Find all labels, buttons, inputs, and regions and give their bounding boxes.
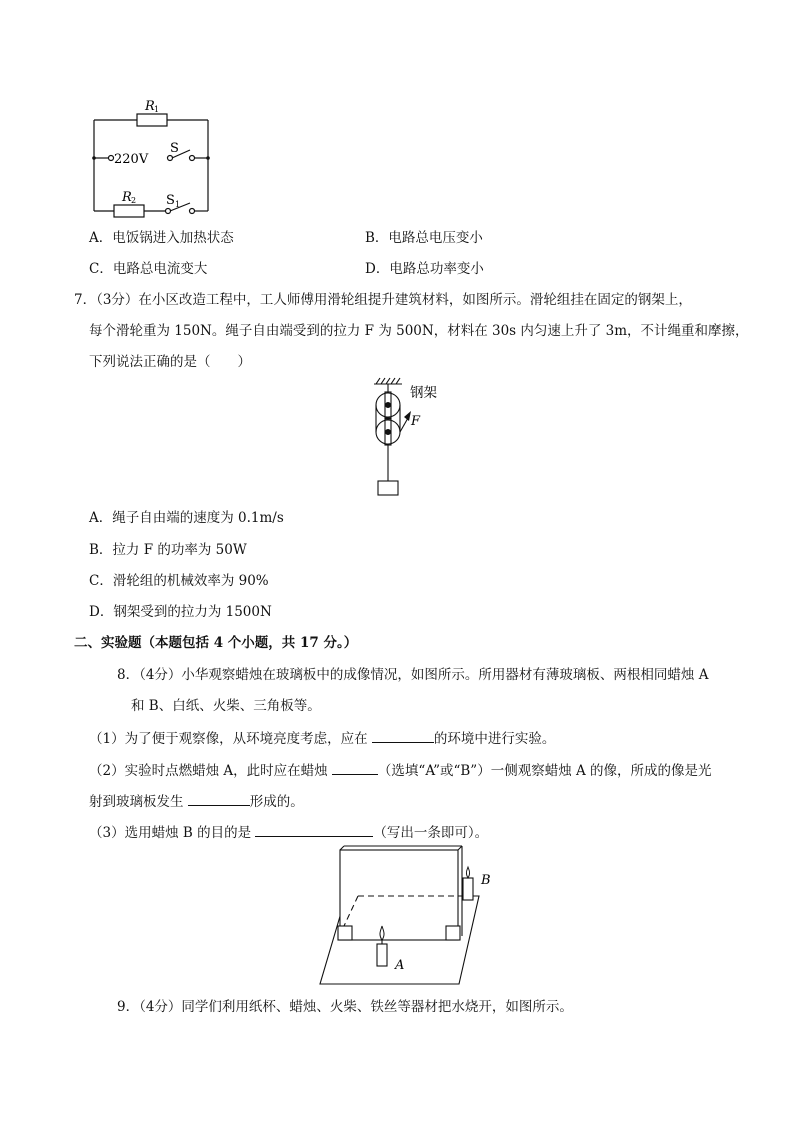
- r2-label: R: [122, 190, 132, 205]
- q6-option-a: A．电饭锅进入加热状态: [89, 230, 234, 246]
- switch-s1-label: S: [166, 193, 175, 208]
- r1-label: R: [145, 99, 155, 114]
- voltage-label: 220V: [114, 152, 149, 167]
- q8-part2-line2: 射到玻璃板发生 形成的。: [89, 791, 304, 811]
- q6-option-d: D．电路总功率变小: [365, 261, 484, 277]
- candle-a-label: A: [395, 958, 405, 973]
- switch-s1-sub: 1: [175, 200, 181, 209]
- section-title-experiments: 二、实验题（本题包括 4 个小题，共 17 分。）: [74, 635, 358, 651]
- q9-stem-line1: 9．（4分）同学们利用纸杯、蜡烛、火柴、铁丝等器材把水烧开，如图所示。: [117, 999, 573, 1015]
- switch-s-label: S: [170, 141, 179, 156]
- q8-part2-line1: （2）实验时点燃蜡烛 A，此时应在蜡烛 （选填“A”或“B”）一侧观察蜡烛 A 的像，所成的像是光: [89, 760, 712, 780]
- q6-option-b: B．电路总电压变小: [365, 230, 483, 246]
- r2-sub: 2: [131, 196, 137, 205]
- q6-option-c: C．电路总电流变大: [89, 261, 208, 277]
- candle-b-label: B: [481, 873, 491, 888]
- q7-stem-line2: 每个滑轮重为 150N。绳子自由端受到的拉力 F 为 500N，材料在 30s 内匀速上升了 3m，不计绳重和摩擦，: [89, 323, 749, 339]
- q7-option-a: A．绳子自由端的速度为 0.1m/s: [89, 510, 284, 526]
- q8-stem-line1: 8．（4分）小华观察蜡烛在玻璃板中的成像情况，如图所示。所用器材有薄玻璃板、两根相同蜡烛 A: [117, 667, 709, 683]
- q7-stem-line3: 下列说法正确的是（ ）: [89, 354, 251, 370]
- q7-option-d: D．钢架受到的拉力为 1500N: [89, 604, 272, 620]
- q8-part3: （3）选用蜡烛 B 的目的是 （写出一条即可）。: [89, 822, 488, 842]
- frame-label: 钢架: [410, 385, 437, 401]
- q8-part1: （1）为了便于观察像，从环境亮度考虑，应在 的环境中进行实验。: [89, 728, 555, 748]
- q7-option-b: B．拉力 F 的功率为 50W: [89, 542, 247, 558]
- q7-stem-line1: 7．（3分）在小区改造工程中，工人师傅用滑轮组提升建筑材料，如图所示。滑轮组挂在固定的钢架上，: [74, 292, 692, 308]
- r1-sub: 1: [154, 105, 160, 114]
- q7-option-c: C．滑轮组的机械效率为 90%: [89, 573, 269, 589]
- force-label: F: [411, 414, 421, 429]
- q8-stem-line2: 和 B、白纸、火柴、三角板等。: [131, 698, 321, 714]
